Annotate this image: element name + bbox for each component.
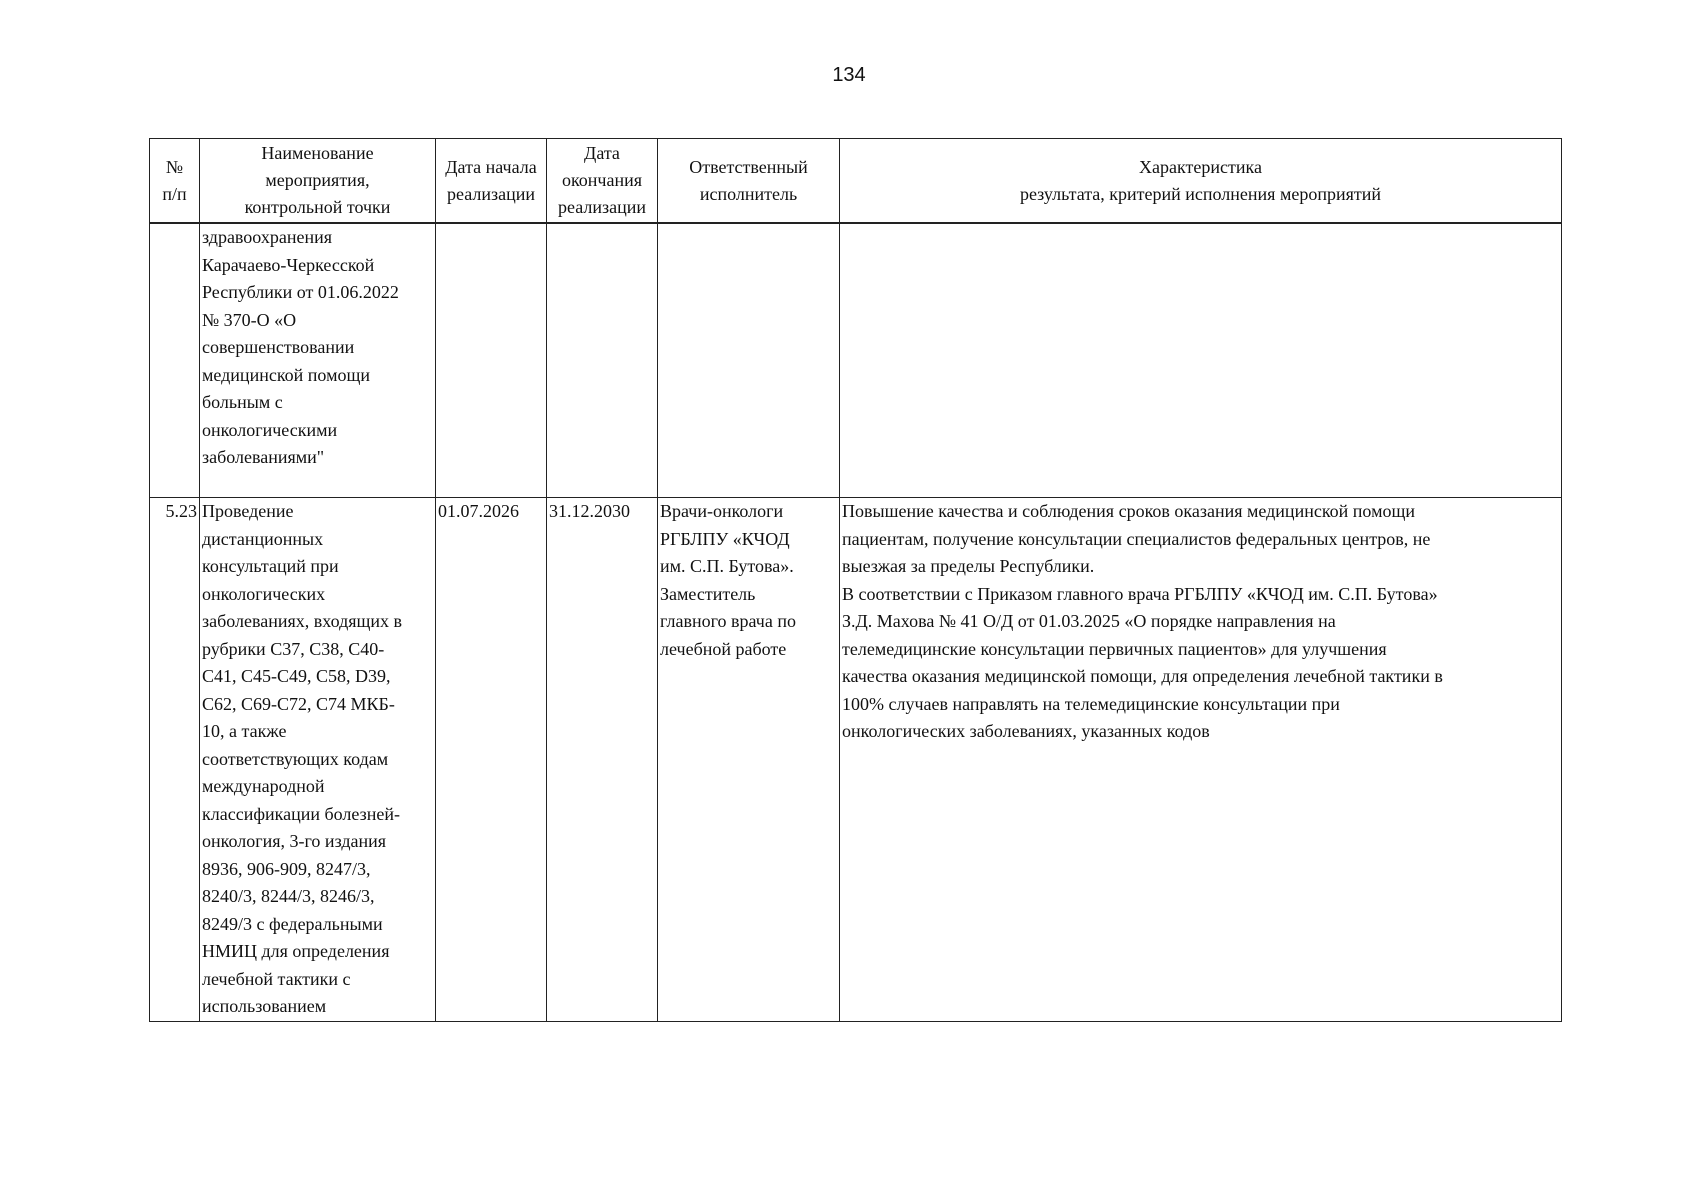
cell-responsible: Врачи-онкологи РГБЛПУ «КЧОД им. С.П. Бутова». Заместитель главного врача по лечебной работе <box>658 498 840 1022</box>
table-header-row <box>150 139 1562 224</box>
cell-result: Повышение качества и соблюдения сроков оказания медицинской помощи пациентам, получение консультации специалистов федеральных центров, не выезжая за пределы Республики. В соответствии с Приказом главного врача РГБЛПУ «КЧОД им. С.П. Бутова» З.Д. Махова № 41 О/Д от 01.03.2025 «О порядке направления на телемедицинские консультации первичных пациентов» для улучшения качества оказания медицинской помощи, для определения лечебной тактики в 100% случаев направлять на телемедицинские консультации при онкологических заболеваниях, указанных кодов <box>840 498 1562 1022</box>
cell-start-date: 01.07.2026 <box>436 498 547 1022</box>
table-row <box>150 498 1562 1022</box>
header-result: Характеристика результата, критерий исполнения мероприятий <box>840 139 1562 224</box>
header-end-date: Дата окончания реализации <box>547 139 658 224</box>
table-row <box>150 223 1562 498</box>
header-responsible: Ответственный исполнитель <box>658 139 840 224</box>
cell-name: здравоохранения Карачаево-Черкесской Республики от 01.06.2022 № 370-О «О совершенствовании медицинской помощи больным с онкологическими заболеваниями" <box>200 223 436 498</box>
page-number: 134 <box>832 64 866 86</box>
cell-end-date: 31.12.2030 <box>547 498 658 1022</box>
cell-name: Проведение дистанционных консультаций при онкологических заболеваниях, входящих в рубрики С37, С38, С40- С41, С45-С49, С58, D39, С62, С69-С72, С74 МКБ- 10, а также соответствующих кодам международной классификации болезней- онкология, 3-го издания 8936, 906-909, 8247/3, 8240/3, 8244/3, 8246/3, 8249/3 с федеральными НМИЦ для определения лечебной тактики с использованием <box>200 498 436 1022</box>
cell-end-date <box>547 223 658 498</box>
header-start-date: Дата начала реализации <box>436 139 547 224</box>
cell-responsible <box>658 223 840 498</box>
activities-table <box>149 138 1562 1022</box>
header-num: № п/п <box>150 139 200 224</box>
cell-start-date <box>436 223 547 498</box>
cell-result <box>840 223 1562 498</box>
cell-num: 5.23 <box>150 498 200 1022</box>
header-name: Наименование мероприятия, контрольной точки <box>200 139 436 224</box>
cell-num <box>150 223 200 498</box>
